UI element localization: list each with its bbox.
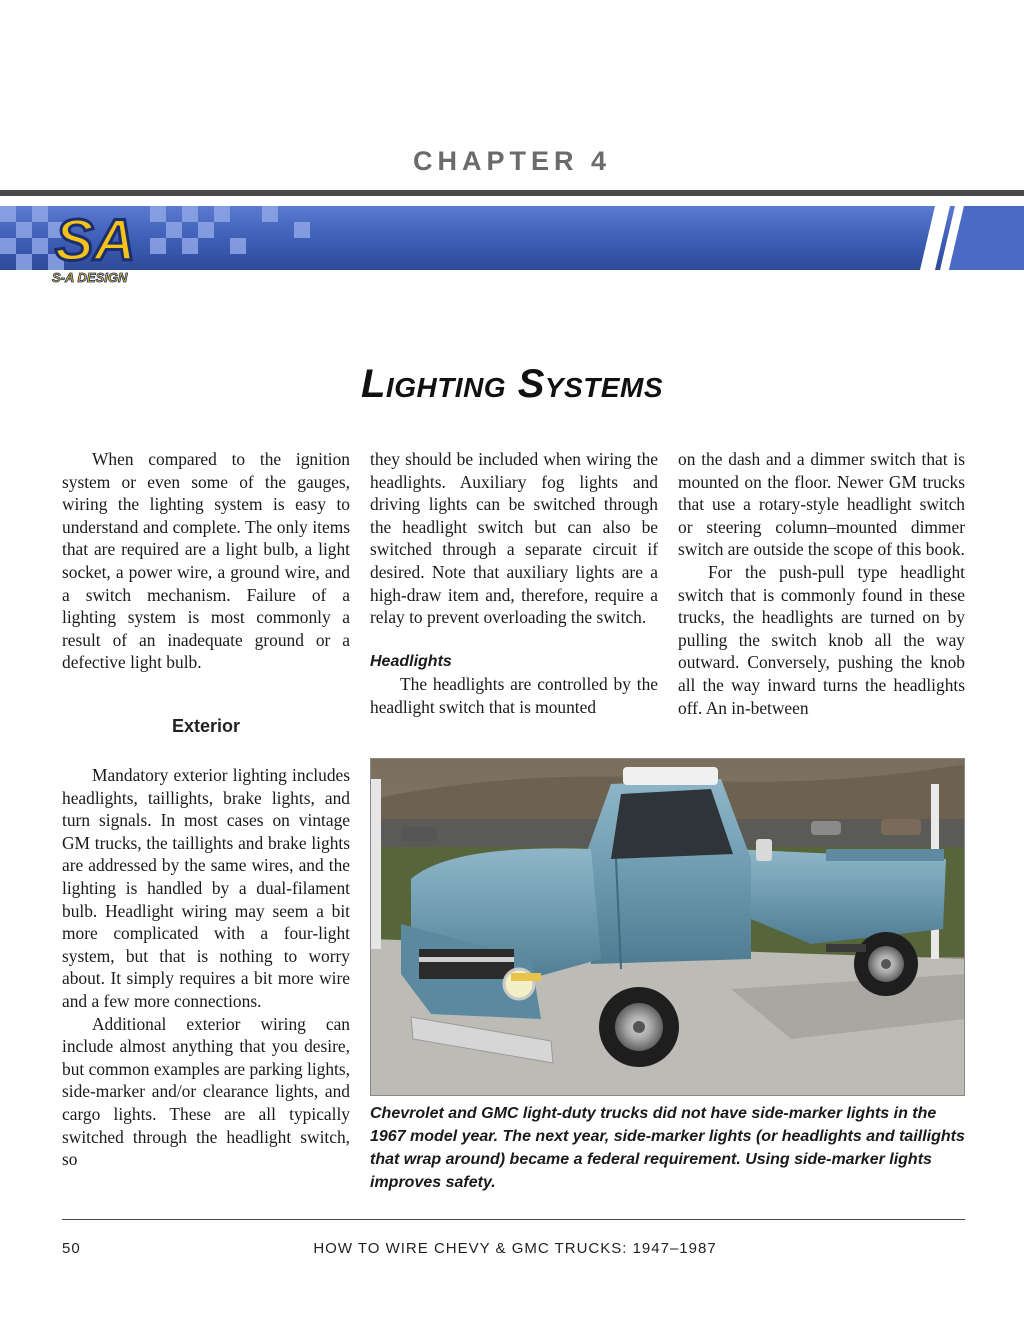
- footer-rule: [62, 1219, 965, 1220]
- paragraph: When compared to the ignition system or even some of the gauges, wiring the lighting system is easy to understand and complete. The only items that are required are a light bulb, a light socket, a power wire, a ground wire, and a switch mechanism. Failure of a lighting system is most commonly a result of an inadequate ground or a defective light bulb.: [62, 449, 350, 673]
- page-number: 50: [62, 1240, 81, 1257]
- paragraph: For the push-pull type headlight switch that is commonly found in these trucks, the headlights are turned on by pulling the switch knob all the way outward. Conversely, pushing the knob all the way inward turns the headlights off. An in-between: [678, 561, 965, 718]
- svg-text:S-A DESIGN: S-A DESIGN: [52, 270, 128, 285]
- exterior-heading: Exterior: [171, 716, 241, 736]
- svg-text:SA: SA: [55, 208, 136, 273]
- paragraph: on the dash and a dimmer switch that is mounted on the floor. Newer GM trucks that use a rotary-style headlight switch or steering column–mounted dimmer switch are outside the scope of this book.: [678, 449, 965, 560]
- column-1-top: [62, 448, 350, 674]
- chapter-banner: [0, 198, 1024, 290]
- chapter-label: CHAPTER 4: [412, 146, 612, 176]
- column-1-bottom: [62, 764, 350, 1171]
- running-footer-title: HOW TO WIRE CHEVY & GMC TRUCKS: 1947–1987: [313, 1240, 717, 1257]
- header-rule: [0, 190, 1024, 196]
- chapter-title: Lighting Systems: [360, 362, 664, 406]
- column-2: [370, 448, 658, 719]
- truck-illustration: [371, 759, 965, 1096]
- paragraph: Mandatory exterior lighting includes headlights, taillights, brake lights, and turn signals. In most cases on vintage GM trucks, the taillights and brake lights are addressed by the same wires, and the lighting is handled by a dual-filament bulb. Headlight wiring may seem a bit more complicated with a four-light system, but that is nothing to worry about. It simply requires a bit more wire and a few more connections.: [62, 765, 350, 1011]
- column-3: [678, 448, 965, 719]
- truck-photo: [370, 758, 965, 1096]
- headlights-heading: Headlights: [370, 652, 452, 670]
- paragraph: they should be included when wiring the headlights. Auxiliary fog lights and driving lights can be switched through the headlight switch but can also be switched through a separate circuit if desired. Note that auxiliary lights are a high-draw item and, therefore, require a relay to prevent overloading the switch.: [370, 449, 658, 628]
- paragraph: The headlights are controlled by the headlight switch that is mounted: [370, 674, 658, 717]
- sa-design-logo: [52, 208, 136, 285]
- paragraph: Additional exterior wiring can include almost anything that you desire, but common examples are parking lights, side-marker and/or clearance lights, and cargo lights. These are all typically switched through the headlight switch, so: [62, 1013, 350, 1170]
- figure-caption: Chevrolet and GMC light-duty trucks did not have side-marker lights in the 1967 model year. The next year, side-marker lights (or headlights and taillights that wrap around) became a federal requirement. Using side-marker lights improves safety.: [370, 1105, 965, 1191]
